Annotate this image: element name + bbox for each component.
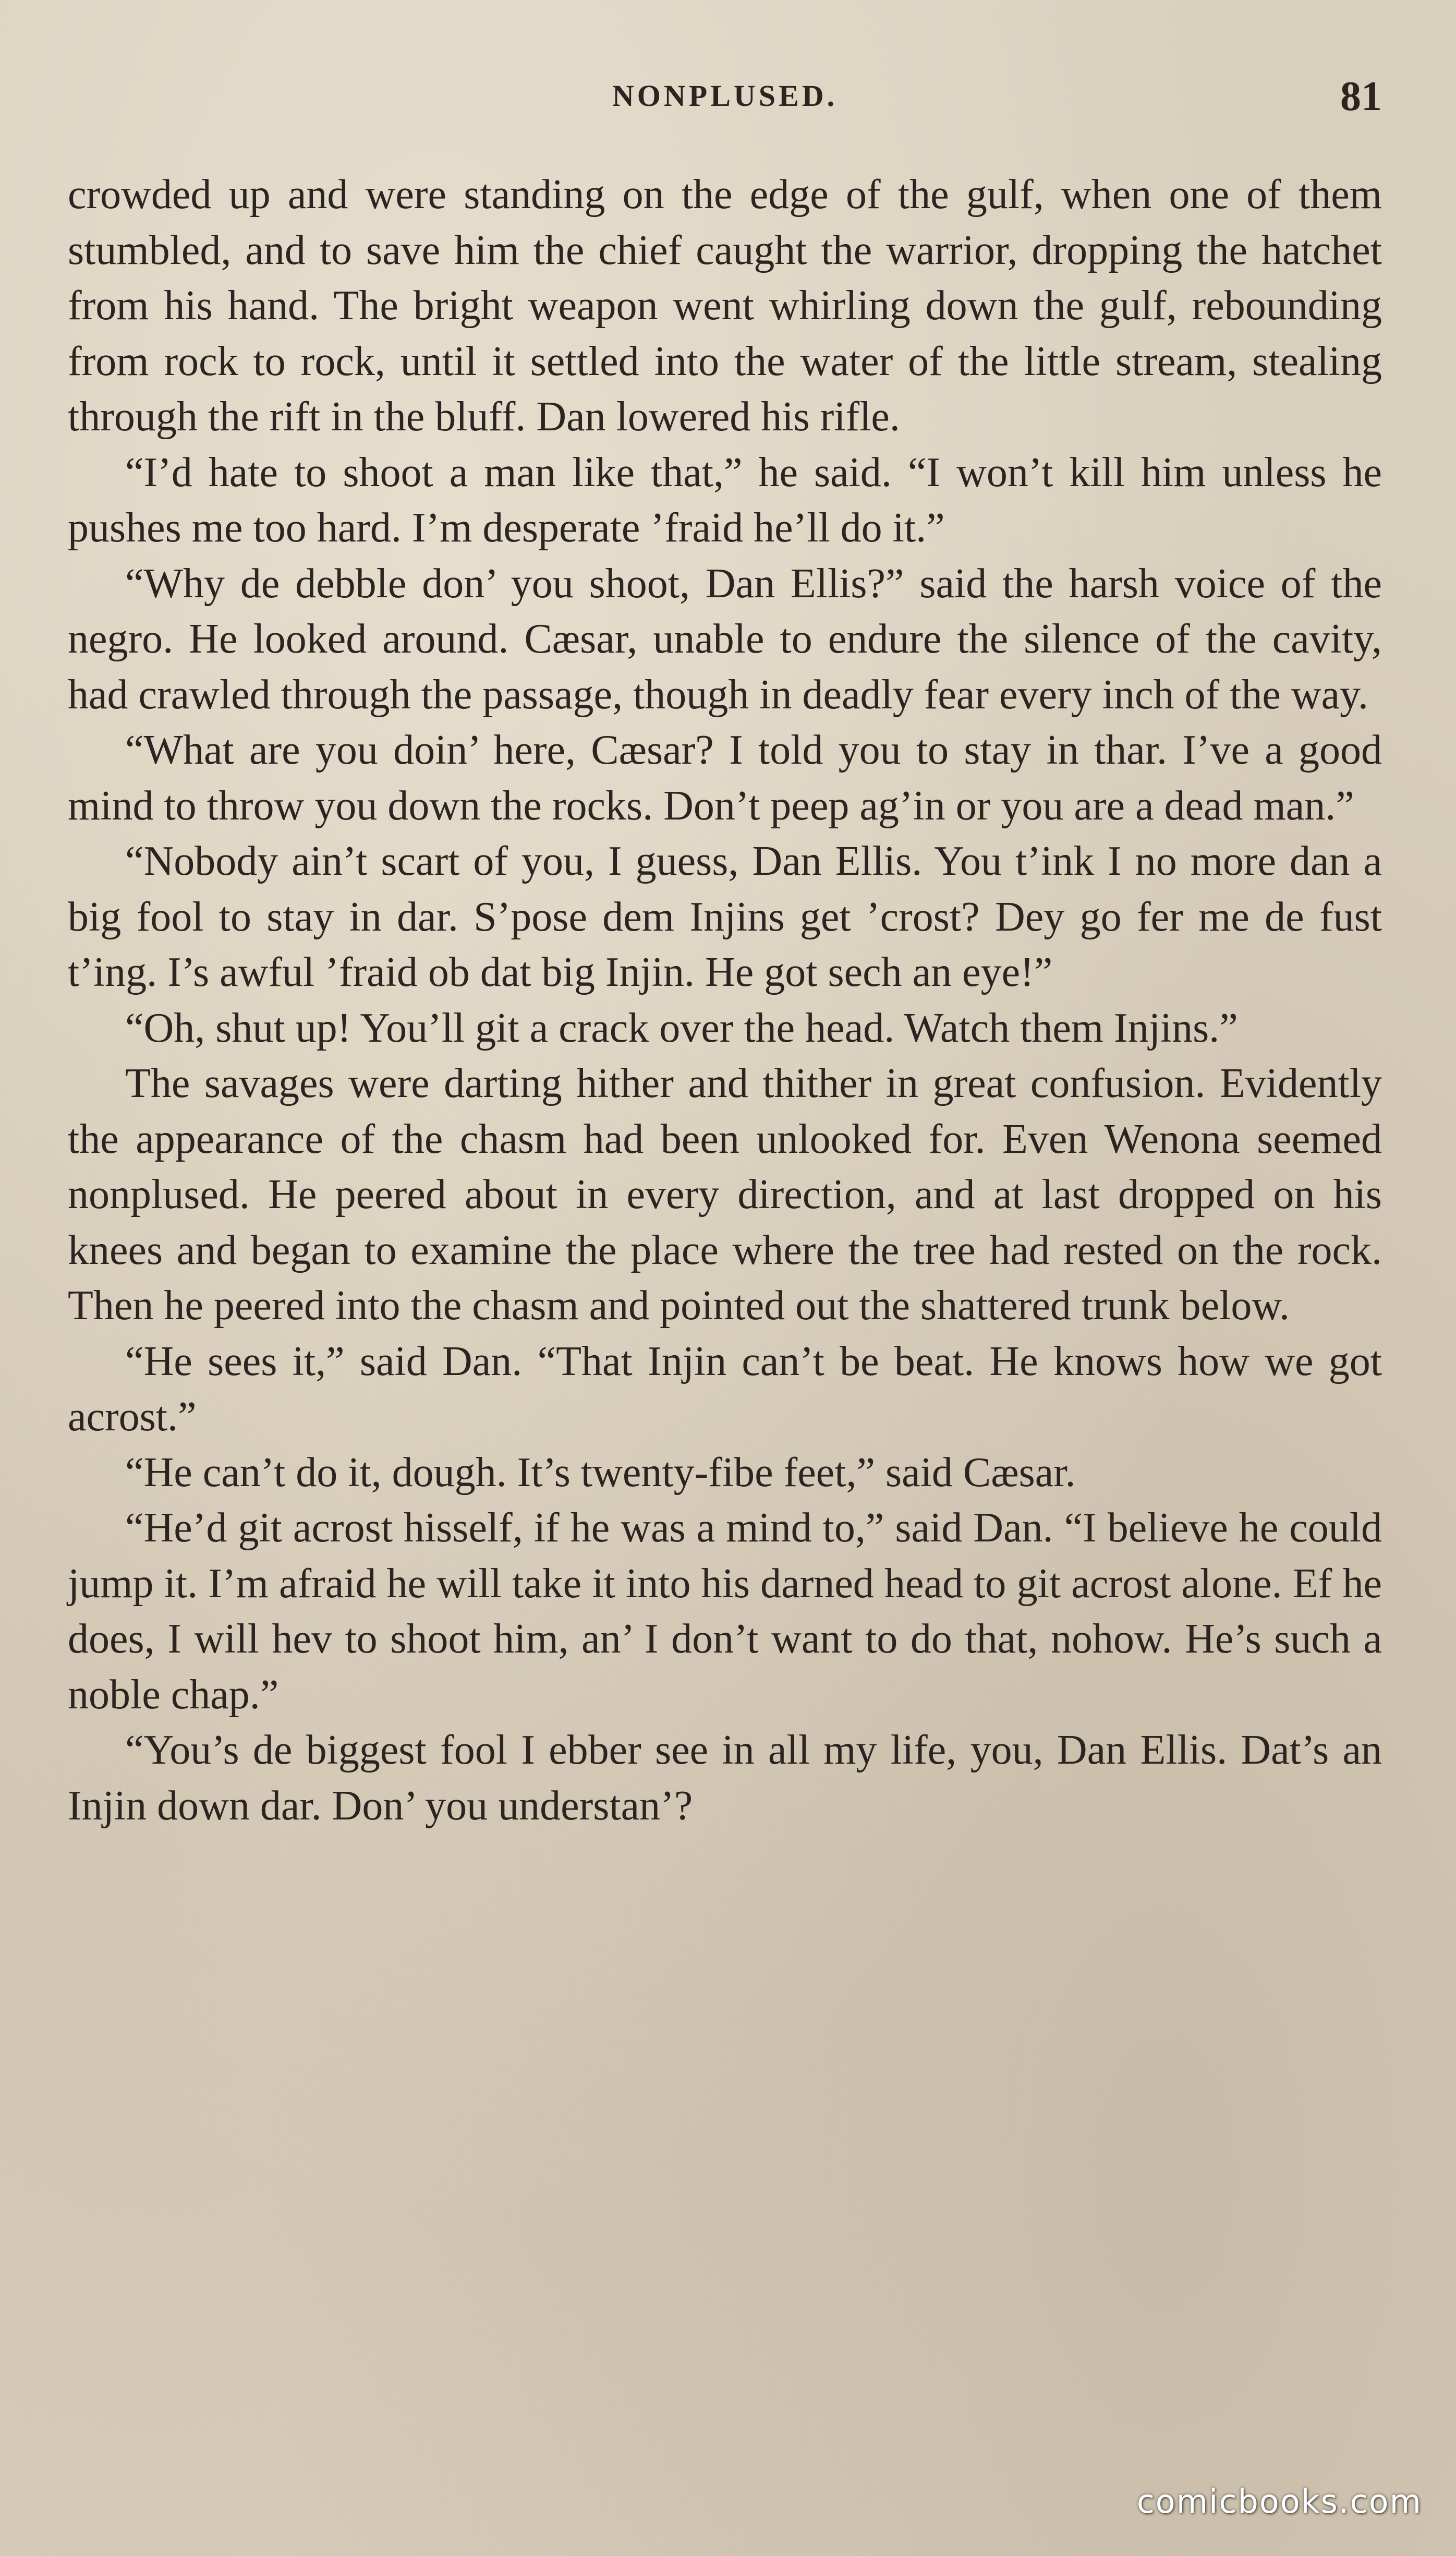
paragraph-3: “Why de debble don’ you shoot, Dan Ellis?” said the harsh voice of the negro. He looked around. Cæsar, unable to endure the silence of the cavity, had crawled through the passage, though in deadly fear every inch of the way. xyxy=(68,560,1382,718)
body-text xyxy=(68,167,1382,1834)
paragraph-2: “I’d hate to shoot a man like that,” he said. “I won’t kill him unless he pushes me too hard. I’m desperate ’fraid he’ll do it.” xyxy=(68,449,1382,551)
paragraph-5: “Nobody ain’t scart of you, I guess, Dan Ellis. You t’ink I no more dan a big fool to stay in dar. S’pose dem Injins get ’crost? Dey go fer me de fust t’ing. I’s awful ’fraid ob dat big Injin. He got sech an eye!” xyxy=(68,838,1382,995)
paragraph-8: “He sees it,” said Dan. “That Injin can’t be beat. He knows how we got acrost.” xyxy=(68,1338,1382,1440)
watermark: comicbooks.com xyxy=(1136,2482,1422,2521)
running-title: NONPLUSED. xyxy=(612,79,838,113)
page-number: 81 xyxy=(1340,74,1382,119)
paragraph-4: “What are you doin’ here, Cæsar? I told you to stay in thar. I’ve a good mind to throw you down the rocks. Don’t peep ag’in or you are a dead man.” xyxy=(68,727,1382,829)
paragraph-6: “Oh, shut up! You’ll git a crack over the head. Watch them Injins.” xyxy=(125,1005,1238,1051)
running-head xyxy=(68,73,1382,130)
paragraph-7: The savages were darting hither and thither in great confusion. Evidently the appearance of the chasm had been unlooked for. Even Wenona seemed nonplused. He peered about in every direction, and at last dropped on his knees and began to examine the place where the tree had rested on the rock. Then he peered into the chasm and pointed out the shattered trunk below. xyxy=(68,1060,1382,1329)
paragraph-1: crowded up and were standing on the edge of the gulf, when one of them stumbled, and to save him the chief caught the warrior, dropping the hatchet from his hand. The bright weapon went whirling down the gulf, rebounding from rock to rock, until it settled into the water of the little stream, stealing through the rift in the bluff. Dan lowered his rifle. xyxy=(68,172,1382,440)
paragraph-10: “He’d git acrost hisself, if he was a mind to,” said Dan. “I believe he could jump it. I’m afraid he will take it into his darned head to git acrost alone. Ef he does, I will hev to shoot him, an’ I don’t want to do that, nohow. He’s such a noble chap.” xyxy=(68,1505,1382,1718)
paragraph-9: “He can’t do it, dough. It’s twenty-fibe feet,” said Cæsar. xyxy=(125,1449,1076,1496)
paragraph-11: “You’s de biggest fool I ebber see in all my life, you, Dan Ellis. Dat’s an Injin down dar. Don’ you understan’? xyxy=(68,1727,1382,1829)
